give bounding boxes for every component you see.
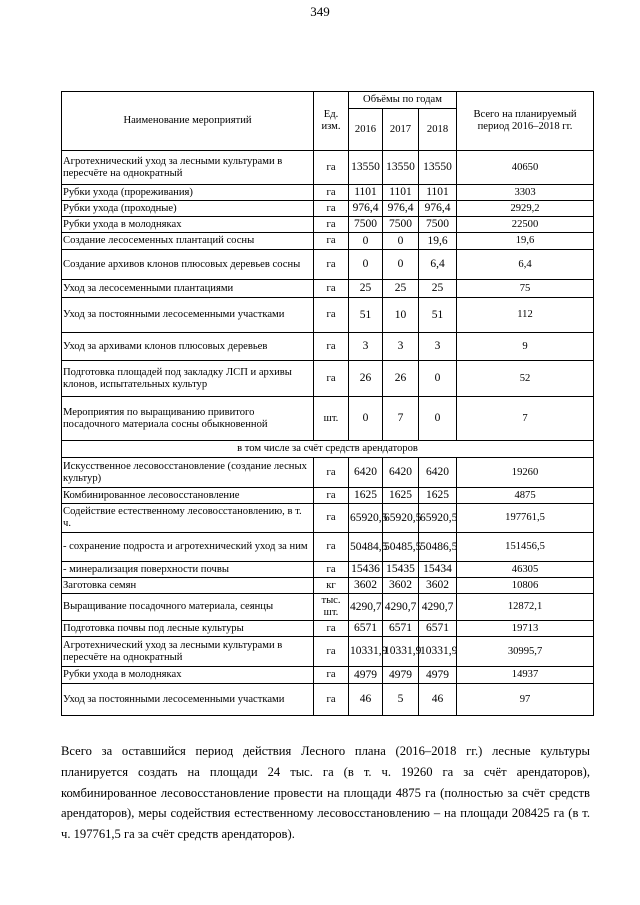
header-total: Всего на планируемый период 2016–2018 гг. [457, 92, 594, 151]
value-2017: 976,4 [383, 201, 419, 217]
unit-cell: га [314, 667, 349, 684]
value-2016: 1101 [349, 185, 383, 201]
value-2016: 51 [349, 298, 383, 333]
value-2017: 1101 [383, 185, 419, 201]
unit-cell: га [314, 458, 349, 488]
unit-cell: га [314, 361, 349, 397]
value-2016: 10331,9 [349, 637, 383, 667]
value-2017: 50485,5 [383, 533, 419, 562]
activity-name: Рубки ухода (прореживания) [62, 185, 314, 201]
value-2017: 3602 [383, 578, 419, 594]
table-row [62, 684, 594, 716]
table-body-main [62, 151, 594, 441]
value-2016: 50484,5 [349, 533, 383, 562]
value-2017: 65920,5 [383, 504, 419, 533]
value-2016: 15436 [349, 562, 383, 578]
total-value: 9 [457, 333, 594, 361]
total-value: 112 [457, 298, 594, 333]
total-value: 19260 [457, 458, 594, 488]
table-row [62, 637, 594, 667]
value-2017: 4290,7 [383, 594, 419, 621]
total-value: 3303 [457, 185, 594, 201]
total-value: 75 [457, 280, 594, 298]
value-2018: 25 [419, 280, 457, 298]
value-2017: 13550 [383, 151, 419, 185]
unit-cell: га [314, 280, 349, 298]
unit-cell: га [314, 621, 349, 637]
header-year-2016: 2016 [349, 109, 383, 151]
activity-name: Уход за архивами клонов плюсовых деревьев [62, 333, 314, 361]
activity-name: Мероприятия по выращиванию привитого посадочного материала сосны обыкновенной [62, 397, 314, 441]
value-2018: 4290,7 [419, 594, 457, 621]
value-2017: 7 [383, 397, 419, 441]
table-row [62, 594, 594, 621]
value-2018: 3602 [419, 578, 457, 594]
header-year-2017: 2017 [383, 109, 419, 151]
tenants-subheader: в том числе за счёт средств арендаторов [62, 441, 594, 458]
value-2017: 0 [383, 250, 419, 280]
value-2016: 3 [349, 333, 383, 361]
activity-name: Рубки ухода (проходные) [62, 201, 314, 217]
table-row [62, 667, 594, 684]
table-body-tenants [62, 458, 594, 716]
activity-name: Искусственное лесовосстановление (создание лесных культур) [62, 458, 314, 488]
summary-paragraph: Всего за оставшийся период действия Лесного плана (2016–2018 гг.) лесные культуры планируется создать на площади 24 тыс. га (в т. ч. 19260 га за счёт арендаторов), комбинированное лесовосстановление провести на площади 4875 га (полностью за счёт средств арендаторов), меры содействия естественному лесовосстановлению – на площади 208425 га (в т. ч. 197761,5 га за счёт средств арендаторов). [61, 744, 590, 842]
unit-cell: га [314, 298, 349, 333]
value-2018: 0 [419, 361, 457, 397]
value-2016: 7500 [349, 217, 383, 233]
total-value: 46305 [457, 562, 594, 578]
unit-cell: кг [314, 578, 349, 594]
value-2018: 46 [419, 684, 457, 716]
value-2018: 6,4 [419, 250, 457, 280]
unit-cell: га [314, 151, 349, 185]
unit-cell: га [314, 333, 349, 361]
total-value: 30995,7 [457, 637, 594, 667]
value-2016: 6420 [349, 458, 383, 488]
value-2017: 0 [383, 233, 419, 250]
value-2016: 46 [349, 684, 383, 716]
unit-cell: га [314, 637, 349, 667]
value-2017: 10331,9 [383, 637, 419, 667]
table-row [62, 185, 594, 201]
activity-name: Рубки ухода в молодняках [62, 217, 314, 233]
value-2017: 25 [383, 280, 419, 298]
activity-name: Агротехнический уход за лесными культурами в пересчёте на однократный [62, 637, 314, 667]
value-2016: 976,4 [349, 201, 383, 217]
total-value: 2929,2 [457, 201, 594, 217]
activity-name: - минерализация поверхности почвы [62, 562, 314, 578]
value-2018: 15434 [419, 562, 457, 578]
value-2018: 7500 [419, 217, 457, 233]
activity-name: Комбинированное лесовосстановление [62, 488, 314, 504]
activity-name: Агротехнический уход за лесными культурами в пересчёте на однократный [62, 151, 314, 185]
unit-cell: га [314, 250, 349, 280]
activity-name: Уход за постоянными лесосеменными участками [62, 298, 314, 333]
table-row [62, 298, 594, 333]
value-2018: 50486,5 [419, 533, 457, 562]
value-2018: 19,6 [419, 233, 457, 250]
forest-activities-table [61, 91, 594, 716]
activity-name: - сохранение подроста и агротехнический уход за ним [62, 533, 314, 562]
page-number: 349 [310, 4, 330, 19]
value-2017: 4979 [383, 667, 419, 684]
activity-name: Подготовка площадей под закладку ЛСП и архивы клонов, испытательных культур [62, 361, 314, 397]
value-2018: 6420 [419, 458, 457, 488]
table-row [62, 250, 594, 280]
activity-name: Рубки ухода в молодняках [62, 667, 314, 684]
header-year-2018: 2018 [419, 109, 457, 151]
table-row [62, 397, 594, 441]
table-subheader-section [62, 441, 594, 458]
table-row [62, 504, 594, 533]
header-unit: Ед. изм. [314, 92, 349, 151]
table-row [62, 533, 594, 562]
total-value: 12872,1 [457, 594, 594, 621]
subheader-row [62, 441, 594, 458]
total-value: 4875 [457, 488, 594, 504]
table-row [62, 458, 594, 488]
total-value: 14937 [457, 667, 594, 684]
value-2018: 51 [419, 298, 457, 333]
unit-cell: га [314, 201, 349, 217]
activity-name: Создание архивов клонов плюсовых деревьев сосны [62, 250, 314, 280]
activity-name: Заготовка семян [62, 578, 314, 594]
table-row [62, 280, 594, 298]
value-2017: 26 [383, 361, 419, 397]
activity-name: Подготовка почвы под лесные культуры [62, 621, 314, 637]
value-2016: 25 [349, 280, 383, 298]
table-row [62, 333, 594, 361]
activity-name: Уход за лесосеменными плантациями [62, 280, 314, 298]
table-row [62, 217, 594, 233]
value-2018: 10331,9 [419, 637, 457, 667]
value-2016: 0 [349, 397, 383, 441]
total-value: 6,4 [457, 250, 594, 280]
unit-cell: га [314, 562, 349, 578]
value-2018: 0 [419, 397, 457, 441]
value-2017: 3 [383, 333, 419, 361]
table-row [62, 578, 594, 594]
unit-cell: тыс. шт. [314, 594, 349, 621]
total-value: 52 [457, 361, 594, 397]
value-2016: 0 [349, 250, 383, 280]
total-value: 19713 [457, 621, 594, 637]
value-2016: 13550 [349, 151, 383, 185]
unit-cell: га [314, 504, 349, 533]
value-2016: 1625 [349, 488, 383, 504]
unit-cell: га [314, 488, 349, 504]
value-2017: 5 [383, 684, 419, 716]
total-value: 197761,5 [457, 504, 594, 533]
value-2017: 10 [383, 298, 419, 333]
activity-name: Содействие естественному лесовосстановлению, в т. ч. [62, 504, 314, 533]
unit-cell: га [314, 684, 349, 716]
value-2016: 4290,7 [349, 594, 383, 621]
value-2017: 6571 [383, 621, 419, 637]
total-value: 151456,5 [457, 533, 594, 562]
unit-cell: га [314, 233, 349, 250]
value-2017: 6420 [383, 458, 419, 488]
table-row [62, 621, 594, 637]
unit-cell: га [314, 217, 349, 233]
value-2016: 6571 [349, 621, 383, 637]
total-value: 10806 [457, 578, 594, 594]
value-2017: 1625 [383, 488, 419, 504]
unit-cell: шт. [314, 397, 349, 441]
table-row [62, 233, 594, 250]
value-2018: 6571 [419, 621, 457, 637]
activity-name: Создание лесосеменных плантаций сосны [62, 233, 314, 250]
header-volumes-by-year: Объёмы по годам [349, 92, 457, 109]
value-2018: 1625 [419, 488, 457, 504]
table-row [62, 201, 594, 217]
value-2016: 4979 [349, 667, 383, 684]
value-2016: 26 [349, 361, 383, 397]
total-value: 7 [457, 397, 594, 441]
value-2016: 65920,5 [349, 504, 383, 533]
unit-cell: га [314, 185, 349, 201]
value-2018: 1101 [419, 185, 457, 201]
table-row [62, 361, 594, 397]
value-2018: 3 [419, 333, 457, 361]
header-row-1 [62, 92, 594, 109]
activity-name: Выращивание посадочного материала, сеянцы [62, 594, 314, 621]
total-value: 97 [457, 684, 594, 716]
value-2017: 7500 [383, 217, 419, 233]
value-2018: 65920,5 [419, 504, 457, 533]
value-2016: 0 [349, 233, 383, 250]
header-name: Наименование мероприятий [62, 92, 314, 151]
table-row [62, 488, 594, 504]
unit-cell: га [314, 533, 349, 562]
total-value: 19,6 [457, 233, 594, 250]
value-2017: 15435 [383, 562, 419, 578]
value-2016: 3602 [349, 578, 383, 594]
table-row [62, 151, 594, 185]
total-value: 22500 [457, 217, 594, 233]
value-2018: 13550 [419, 151, 457, 185]
activity-name: Уход за постоянными лесосеменными участками [62, 684, 314, 716]
value-2018: 976,4 [419, 201, 457, 217]
total-value: 40650 [457, 151, 594, 185]
table-row [62, 562, 594, 578]
value-2018: 4979 [419, 667, 457, 684]
